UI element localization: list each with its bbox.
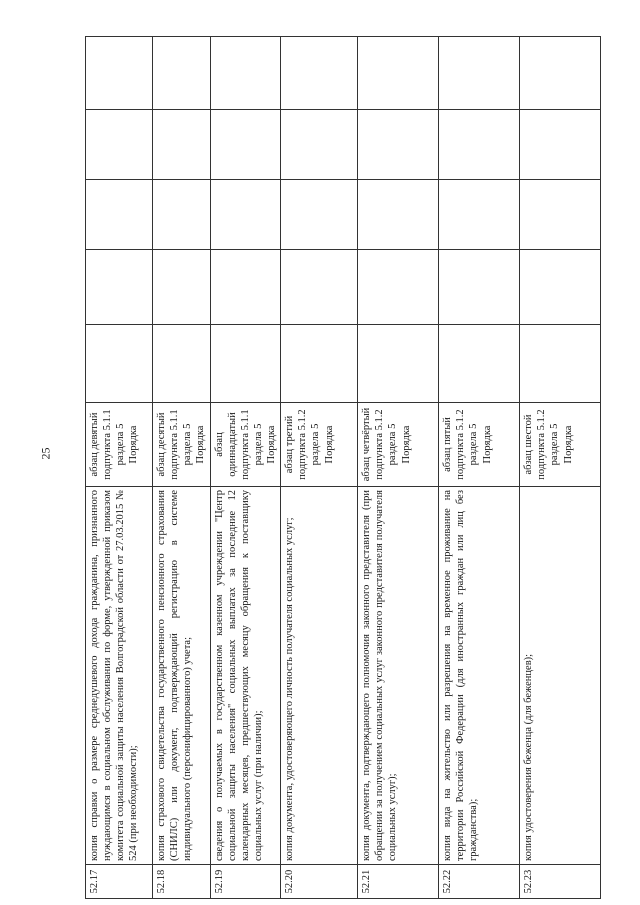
regulation-reference: абзац девятый подпункта 5.1.1 раздела 5 Порядка: [86, 403, 153, 487]
empty-cell: [281, 325, 358, 403]
empty-cell: [439, 250, 520, 325]
empty-cell: [153, 250, 211, 325]
empty-cell: [281, 180, 358, 250]
empty-cell: [439, 37, 520, 110]
table-row: [86, 37, 153, 899]
empty-cell: [153, 110, 211, 180]
empty-cell: [210, 250, 281, 325]
empty-cell: [153, 180, 211, 250]
document-description: копия справки о размере среднедушевого дохода гражданина, признанного нуждающимся в социальном обслуживании по форме, утвержденной приказом комитета социальной защиты населения Волгоградской области от 27.03.2015 № 524 (при необходимости);: [86, 487, 153, 865]
empty-cell: [153, 325, 211, 403]
table-row: [439, 37, 520, 899]
row-number: 52.21: [358, 865, 439, 899]
document-description: копия документа, удостоверяющего личность получателя социальных услуг;: [281, 487, 358, 865]
document-description: копия документа, подтверждающего полномочия законного представителя (при обращении за получением социальных услуг законного представителя получателя социальных услуг);: [358, 487, 439, 865]
empty-cell: [520, 110, 601, 180]
row-number: 52.18: [153, 865, 211, 899]
page-number: 25: [38, 447, 53, 460]
empty-cell: [358, 37, 439, 110]
regulation-reference: абзац пятый подпункта 5.1.2 раздела 5 Порядка: [439, 403, 520, 487]
empty-cell: [358, 180, 439, 250]
regulation-reference: абзац четвёртый подпункта 5.1.2 раздела 5 Порядка: [358, 403, 439, 487]
empty-cell: [520, 37, 601, 110]
empty-cell: [210, 180, 281, 250]
table-row: [281, 37, 358, 899]
document-description: копия вида на жительство или разрешения на временное проживание на территории Российской Федерации (для иностранных граждан или лиц без гражданства);: [439, 487, 520, 865]
empty-cell: [86, 110, 153, 180]
regulation-reference: абзац шестой подпункта 5.1.2 раздела 5 Порядка: [520, 403, 601, 487]
documents-table: [85, 36, 601, 899]
table-row: [210, 37, 281, 899]
document-description: копия страхового свидетельства государственного пенсионного страхования (СНИЛС) или документ, подтверждающий регистрацию в системе индивидуального (персонифицированного) учета;: [153, 487, 211, 865]
row-number: 52.17: [86, 865, 153, 899]
regulation-reference: абзац десятый подпункта 5.1.1 раздела 5 Порядка: [153, 403, 211, 487]
empty-cell: [86, 325, 153, 403]
empty-cell: [210, 37, 281, 110]
empty-cell: [210, 325, 281, 403]
empty-cell: [358, 325, 439, 403]
table-row: [153, 37, 211, 899]
empty-cell: [358, 110, 439, 180]
empty-cell: [153, 37, 211, 110]
document-description: сведения о получаемых в государственном казенном учреждении "Центр социальной защиты населения" социальных выплатах за последние 12 календарных месяцев, предшествующих месяцу обращения к поставщику социальных услуг (при наличии);: [210, 487, 281, 865]
empty-cell: [439, 110, 520, 180]
empty-cell: [281, 110, 358, 180]
table-row: [358, 37, 439, 899]
regulation-reference: абзац третий подпункта 5.1.2 раздела 5 Порядка: [281, 403, 358, 487]
empty-cell: [358, 250, 439, 325]
regulation-reference: абзац одиннадцатый подпункта 5.1.1 раздела 5 Порядка: [210, 403, 281, 487]
table-row: [520, 37, 601, 899]
row-number: 52.20: [281, 865, 358, 899]
empty-cell: [86, 180, 153, 250]
row-number: 52.19: [210, 865, 281, 899]
empty-cell: [439, 325, 520, 403]
document-description: копия удостоверения беженца (для беженцев);: [520, 487, 601, 865]
rotated-table-container: [85, 37, 618, 899]
empty-cell: [520, 325, 601, 403]
empty-cell: [210, 110, 281, 180]
row-number: 52.23: [520, 865, 601, 899]
empty-cell: [520, 250, 601, 325]
empty-cell: [439, 180, 520, 250]
row-number: 52.22: [439, 865, 520, 899]
empty-cell: [520, 180, 601, 250]
empty-cell: [86, 37, 153, 110]
empty-cell: [86, 250, 153, 325]
empty-cell: [281, 37, 358, 110]
empty-cell: [281, 250, 358, 325]
